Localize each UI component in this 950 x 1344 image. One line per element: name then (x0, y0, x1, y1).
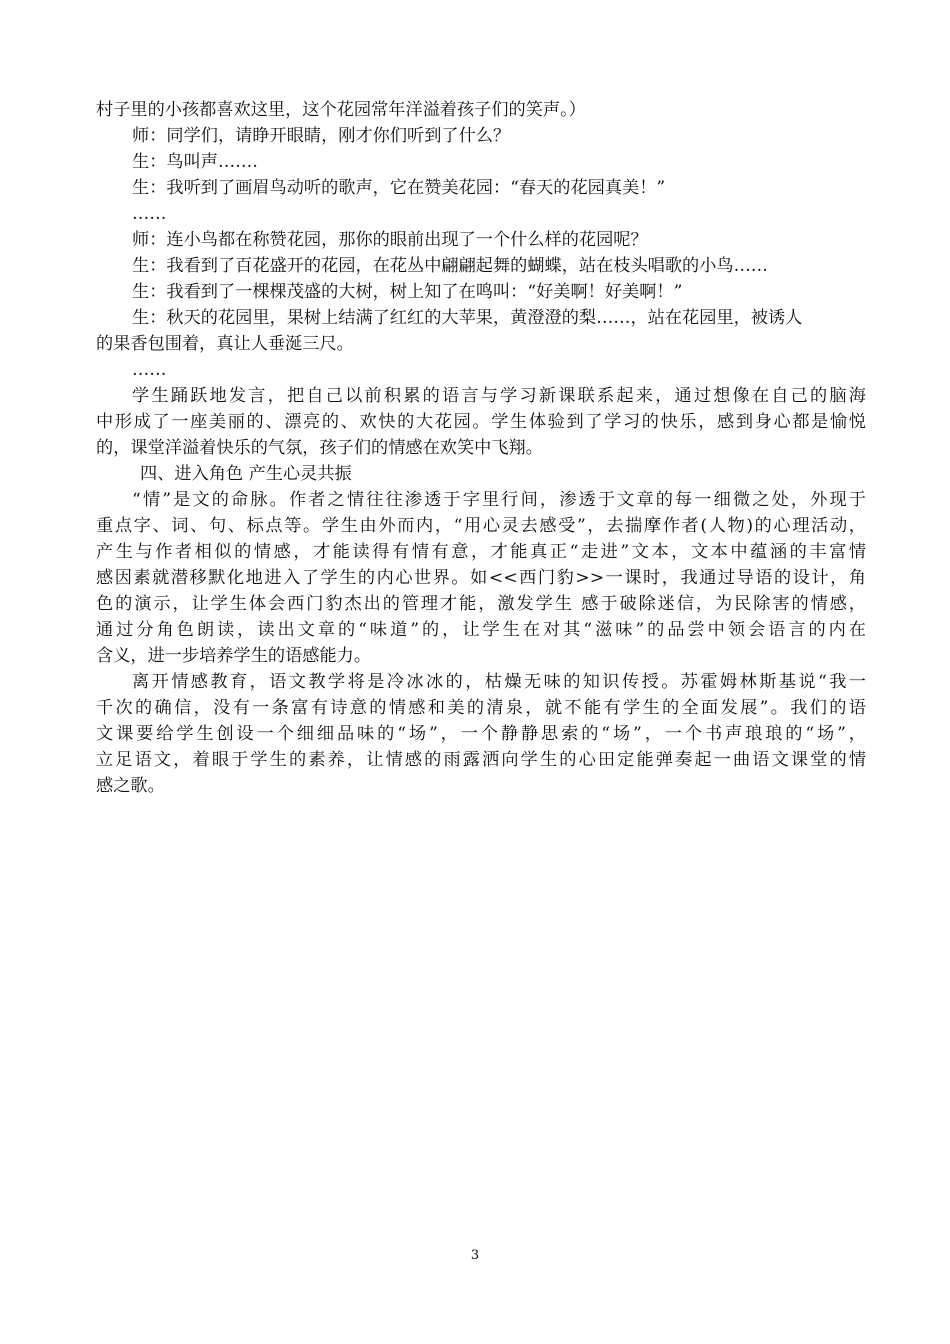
text-line: 感之歌。 (96, 776, 165, 796)
text-line: 学生踊跃地发言，把自己以前积累的语言与学习新课联系起来，通过想像在自己的脑海 (132, 386, 866, 406)
text-line: 的，课堂洋溢着快乐的气氛，孩子们的情感在欢笑中飞翔。 (96, 438, 543, 458)
section-heading: 四、进入角色 产生心灵共振 (140, 464, 352, 484)
text-line: 含义，进一步培养学生的语感能力。 (96, 646, 372, 666)
text-line: 生：鸟叫声……. (132, 152, 258, 172)
text-line: 的果香包围着，真让人垂涎三尺。 (96, 334, 354, 354)
text-line: 重点字、词、句、标点等。学生由外而内，“用心灵去感受”，去揣摩作者(人物)的心理活动， (96, 516, 866, 536)
text-line: 生：我听到了画眉鸟动听的歌声，它在赞美花园：“春天的花园真美！” (132, 178, 666, 198)
text-line: 千次的确信，没有一条富有诗意的情感和美的清泉，就不能有学生的全面发展”。我们的语 (96, 698, 866, 718)
text-line: 生：我看到了一棵棵茂盛的大树，树上知了在鸣叫：“好美啊！好美啊！” (132, 282, 683, 302)
text-line: 村子里的小孩都喜欢这里，这个花园常年洋溢着孩子们的笑声。） (96, 100, 586, 120)
text-line: 师：同学们，请睁开眼睛，刚才你们听到了什么？ (132, 126, 511, 146)
text-line: 生：秋天的花园里，果树上结满了红红的大苹果，黄澄澄的梨……，站在花园里，被诱人 (132, 308, 803, 328)
text-line: 立足语文，着眼于学生的素养，让情感的雨露洒向学生的心田定能弹奏起一曲语文课堂的情 (96, 750, 866, 770)
text-line: 中形成了一座美丽的、漂亮的、欢快的大花园。学生体验到了学习的快乐，感到身心都是愉悦 (96, 412, 866, 432)
text-line: 文课要给学生创设一个细细品味的“场”，一个静静思索的“场”，一个书声琅琅的“场”， (96, 724, 866, 744)
text-line: 感因素就潜移默化地进入了学生的内心世界。如<<西门豹>>一课时，我通过导语的设计，角 (96, 568, 866, 588)
text-line: 色的演示，让学生体会西门豹杰出的管理才能，激发学生 感于破除迷信，为民除害的情感， (96, 594, 866, 614)
page-number: 3 (470, 1248, 480, 1263)
text-line: 产生与作者相似的情感，才能读得有情有意，才能真正“走进”文本，文本中蕴涵的丰富情 (96, 542, 866, 562)
text-line: …… (132, 360, 167, 380)
text-line: “情”是文的命脉。作者之情往往渗透于字里行间，渗透于文章的每一细微之处，外现于 (132, 490, 866, 510)
text-line: 通过分角色朗读，读出文章的“味道”的，让学生在对其“滋味”的品尝中领会语言的内在 (96, 620, 866, 640)
text-line: …… (132, 204, 167, 224)
text-line: 离开情感教育，语文教学将是冷冰冰的，枯燥无味的知识传授。苏霍姆林斯基说“我一 (132, 672, 866, 692)
text-line: 生：我看到了百花盛开的花园，在花丛中翩翩起舞的蝴蝶，站在枝头唱歌的小鸟…… (132, 256, 768, 276)
text-line: 师：连小鸟都在称赞花园，那你的眼前出现了一个什么样的花园呢？ (132, 230, 648, 250)
